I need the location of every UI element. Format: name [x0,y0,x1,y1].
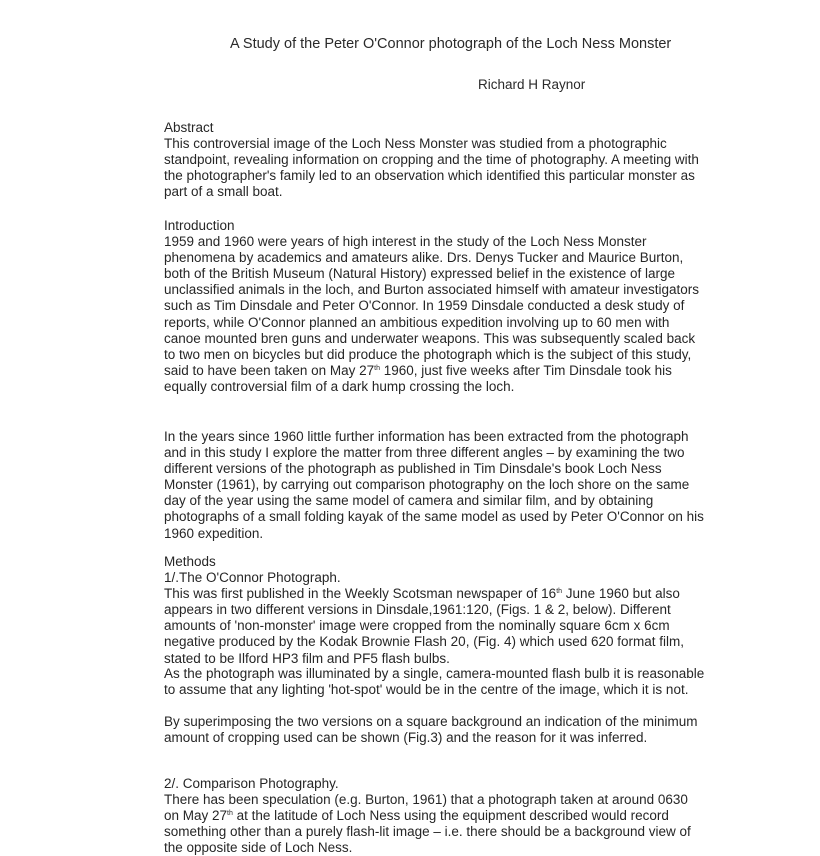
methods-paragraph-cropping [164,714,804,746]
intro-line-date: said to have been taken on May 27th 1960, just five weeks after Tim Dinsdale took his [164,362,672,378]
introduction-section [164,218,804,395]
methods-section [164,554,804,667]
intro-line: 1959 and 1960 were years of high interest in the study of the Loch Ness Monster [164,234,647,250]
intro-line: both of the British Museum (Natural History) expressed belief in the existence of large [164,266,675,282]
abstract-line: part of a small boat. [164,184,283,200]
methods-heading: Methods [164,554,216,569]
paper-author: Richard H Raynor [478,77,586,92]
paper-title: A Study of the Peter O'Connor photograph of the Loch Ness Monster [230,36,672,52]
intro-line: different versions of the photograph as published in Tim Dinsdale's book Loch Ness [164,461,662,477]
methods-line: negative produced by the Kodak Brownie Flash 20, (Fig. 4) which used 620 format film, [164,634,685,650]
methods-line: the opposite side of Loch Ness. [164,840,353,856]
methods-paragraph-hotspot [164,666,804,698]
intro-line: day of the year using the same model of camera and similar film, and by obtaining [164,493,654,509]
methods-subheading: 1/.The O'Connor Photograph. [164,570,341,586]
methods-line-date: This was first published in the Weekly Scotsman newspaper of 16th June 1960 but also [164,586,680,602]
abstract-line: the photographer's family led to an observation which identified this particular monster as [164,168,695,184]
methods-subheading: 2/. Comparison Photography. [164,776,339,791]
intro-line: to two men on bicycles but did produce the photograph which is the subject of this study, [164,346,692,362]
intro-line: photographs of a small folding kayak of the same model as used by Peter O'Connor on his [164,509,704,525]
methods-line: appears in two different versions in Dinsdale,1961:120, (Figs. 1 & 2, below). Different [164,602,671,618]
intro-line: canoe mounted bren guns and underwater weapons. This was subsequently scaled back [164,330,696,346]
abstract-section [164,120,804,200]
intro-line: reports, while O'Connor planned an ambitious expedition involving up to 60 men with [164,314,670,330]
intro-line: In the years since 1960 little further information has been extracted from the photograph [164,429,689,444]
methods-line: There has been speculation (e.g. Burton, 1961) that a photograph taken at around 0630 [164,792,688,808]
intro-line: equally controversial film of a dark hump crossing the loch. [164,378,515,394]
abstract-line: standpoint, revealing information on cropping and the time of photography. A meeting with [164,152,699,168]
intro-line: 1960 expedition. [164,525,264,541]
introduction-heading: Introduction [164,218,235,233]
intro-line: unclassified animals in the loch, and Burton associated himself with amateur investigators [164,282,700,298]
abstract-heading: Abstract [164,120,214,135]
intro-line: Monster (1961), by carrying out comparison photography on the loch shore on the same [164,477,690,493]
methods-line: something other than a purely flash-lit image – i.e. there should be a background view of [164,824,691,840]
methods-line: amounts of 'non-monster' image were cropped from the nominally square 6cm x 6cm [164,618,670,634]
methods-line-date: on May 27th at the latitude of Loch Ness using the equipment described would record [164,808,669,824]
methods-line: to assume that any lighting 'hot-spot' would be in the centre of the image, which it is not. [164,682,689,698]
intro-line: phenomena by academics and amateurs alike. Drs. Denys Tucker and Maurice Burton, [164,250,684,266]
intro-line: such as Tim Dinsdale and Peter O'Connor. In 1959 Dinsdale conducted a desk study of [164,298,685,314]
methods-comparison-section [164,776,804,856]
methods-line: stated to be Ilford HP3 film and PF5 flash bulbs. [164,650,450,666]
abstract-line: This controversial image of the Loch Ness Monster was studied from a photographic [164,136,667,152]
intro-line: and in this study I explore the matter from three different angles – by examining the two [164,445,685,461]
methods-line: As the photograph was illuminated by a single, camera-mounted flash bulb it is reasonable [164,666,705,681]
introduction-paragraph-2 [164,429,804,542]
methods-line: By superimposing the two versions on a square background an indication of the minimum [164,714,698,729]
methods-line: amount of cropping used can be shown (Fig.3) and the reason for it was inferred. [164,730,648,746]
